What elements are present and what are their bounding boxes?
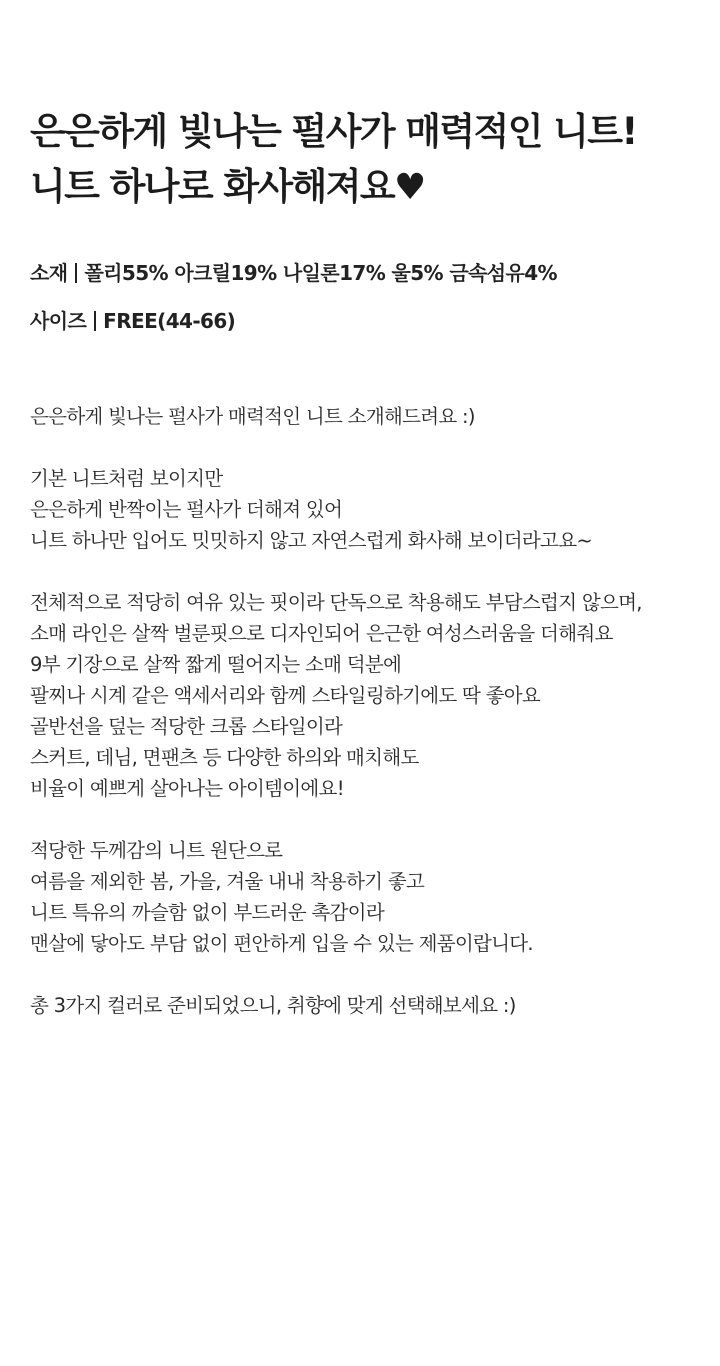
description-line: 니트 특유의 까슬함 없이 부드러운 촉감이라: [30, 901, 384, 924]
description-line: 은은하게 빛나는 펄사가 매력적인 니트 소개해드려요 :): [30, 405, 475, 428]
description-line: 스커트, 데님, 면팬츠 등 다양한 하의와 매치해도: [30, 746, 419, 769]
description-line: 니트 하나만 입어도 밋밋하지 않고 자연스럽게 화사해 보이더라고요~: [30, 529, 592, 552]
description-line: 여름을 제외한 봄, 가을, 겨울 내내 착용하기 좋고: [30, 870, 425, 893]
description-line: 총 3가지 컬러로 준비되었으니, 취향에 맞게 선택해보세요 :): [30, 994, 516, 1017]
description-line: 팔찌나 시계 같은 액세서리와 함께 스타일링하기에도 딱 좋아요: [30, 684, 541, 707]
spec-size-label: 사이즈: [30, 309, 87, 333]
spec-divider: [94, 311, 96, 331]
description-line: 소매 라인은 살짝 벌룬핏으로 디자인되어 은근한 여성스러움을 더해줘요: [30, 622, 613, 645]
product-description: [30, 401, 710, 1052]
description-paragraph-3: [30, 587, 710, 804]
description-paragraph-2: [30, 463, 710, 556]
spec-divider: [75, 263, 77, 283]
spec-size-value: FREE(44-66): [103, 309, 236, 333]
spec-material: [30, 259, 710, 287]
description-line: 적당한 두께감의 니트 원단으로: [30, 839, 283, 862]
description-line: 골반선을 덮는 적당한 크롭 스타일이라: [30, 715, 343, 738]
spec-material-value: 폴리55% 아크릴19% 나일론17% 울5% 금속섬유4%: [84, 261, 557, 285]
description-line: 비율이 예쁘게 살아나는 아이템이에요!: [30, 777, 344, 800]
description-line: 9부 기장으로 살짝 짧게 떨어지는 소매 덕분에: [30, 653, 402, 676]
title-line-1: 은은하게 빛나는 펄사가 매력적인 니트!: [30, 110, 637, 153]
heart-icon: ♥: [393, 167, 425, 208]
title-line-2-text: 니트 하나로 화사해져요: [30, 165, 394, 208]
spec-size: [30, 307, 710, 335]
description-paragraph-4: [30, 835, 710, 959]
description-line: 은은하게 반짝이는 펄사가 더해져 있어: [30, 498, 343, 521]
spec-material-label: 소재: [30, 261, 68, 285]
description-line: 기본 니트처럼 보이지만: [30, 467, 223, 490]
product-title: [30, 104, 710, 215]
description-paragraph-5: [30, 990, 710, 1021]
description-line: 맨살에 닿아도 부담 없이 편안하게 입을 수 있는 제품이랍니다.: [30, 932, 533, 955]
description-line: 전체적으로 적당히 여유 있는 핏이라 단독으로 착용해도 부담스럽지 않으며,: [30, 591, 642, 614]
title-line-2: [30, 159, 710, 215]
description-paragraph-1: [30, 401, 710, 432]
